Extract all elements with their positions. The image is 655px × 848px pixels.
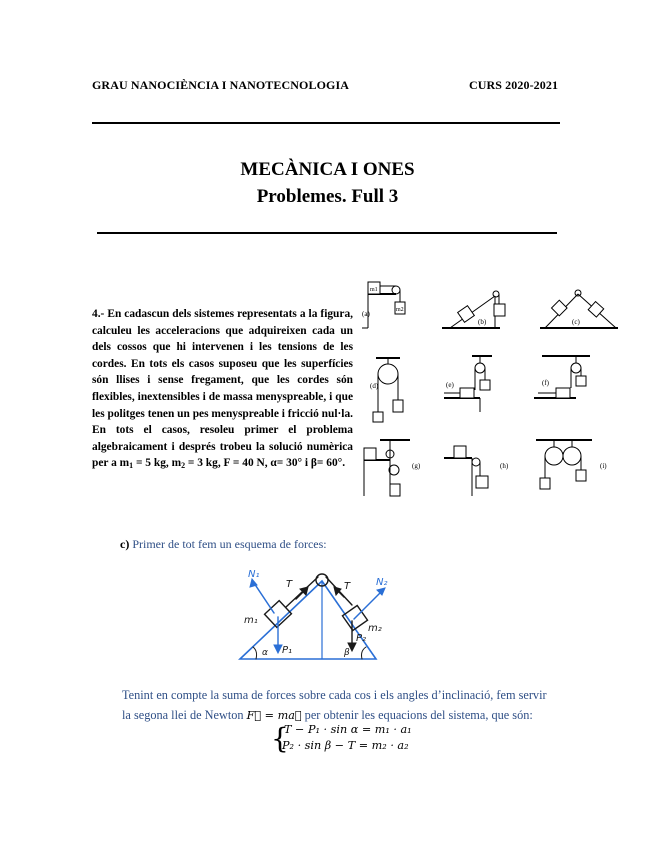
- header-rule: [92, 122, 560, 124]
- label-d: (d): [370, 382, 379, 390]
- equation-brace: {: [271, 722, 289, 755]
- page-title: MECÀNICA I ONES: [240, 159, 415, 180]
- label-i: (i): [600, 462, 607, 470]
- figure-g: [364, 440, 421, 496]
- label-m2: m₂: [368, 623, 382, 634]
- angles-value: α= 30° i β= 60°.: [270, 457, 346, 470]
- para-line2-start: la segona llei de Newton: [122, 708, 247, 722]
- para-line2-end: per obtenir les equacions del sistema, que són:: [301, 708, 533, 722]
- force-diagram: [226, 565, 390, 671]
- svg-text:m1: m1: [370, 287, 378, 293]
- solution-paragraph-line1: Tenint en compte la suma de forces sobre cada cos i els angles d’inclinació, fem servir: [122, 688, 547, 702]
- label-e: (e): [446, 381, 454, 389]
- header-course: GRAU NANOCIÈNCIA I NANOTECNOLOGIA: [92, 78, 349, 92]
- label-a: (a): [362, 310, 370, 318]
- problem-statement: [92, 306, 353, 472]
- problem-number: 4.-: [92, 308, 105, 320]
- label-t-left: T: [286, 579, 293, 590]
- string: [286, 577, 352, 607]
- figure-d: [370, 358, 403, 422]
- equation-2: P₂ · sin β − T = m₂ · a₂: [282, 739, 409, 752]
- label-p2: P₂: [356, 633, 367, 644]
- label-g: (g): [412, 462, 421, 470]
- label-c: (c): [572, 318, 580, 326]
- page-subtitle: Problemes. Full 3: [256, 186, 399, 207]
- label-alpha: α: [262, 648, 268, 658]
- n1-arrow: [254, 583, 274, 613]
- solution-intro: [120, 537, 327, 552]
- m1-value: = 5 kg, m: [133, 457, 182, 470]
- n2-arrow: [354, 591, 382, 619]
- label-t-right: T: [344, 581, 351, 592]
- figure-h: [444, 446, 509, 496]
- newton-law: F⃗ = ma⃗: [246, 709, 302, 722]
- label-b: (b): [478, 318, 487, 326]
- label-f: (f): [542, 379, 549, 387]
- label-p1: P₁: [282, 645, 293, 656]
- figure-e: [444, 356, 492, 412]
- equation-1: T − P₁ · sin α = m₁ · a₁: [284, 723, 412, 736]
- problem-text: En cadascun dels sistemes representats a la figura, calculeu les acceleracions que adquireixen cada un dels cossos que hi intervenen i les tensions de les cordes. En tots els casos suposeu que les superfícies són llises i sense fregament, que les cordes són flexibles, inextensibles i de massa menyspreable, i que les politges tenen un pes menyspreable i fricció nul·la. En tots el casos, resoleu primer el problema algebraicament i després trobeu la solució numèrica per a m: [92, 308, 353, 470]
- solution-intro-text: Primer de tot fem un esquema de forces:: [129, 537, 327, 551]
- m2-subscript: 2: [181, 461, 186, 471]
- solution-paragraph-line2: [122, 708, 533, 723]
- solution-part-label: c): [120, 537, 130, 551]
- m1-subscript: 1: [129, 461, 134, 471]
- label-h: (h): [500, 462, 509, 470]
- label-beta: β: [344, 648, 350, 658]
- label-n1: N₁: [248, 569, 260, 580]
- figure-a: [362, 282, 405, 328]
- svg-text:m2: m2: [396, 307, 404, 313]
- m2-value: = 3 kg, F = 40 N,: [185, 457, 271, 470]
- figure-b: [442, 291, 505, 328]
- figure-c: [540, 290, 618, 328]
- figure-f: [534, 356, 590, 398]
- figure-i: [536, 440, 607, 489]
- header-year: CURS 2020-2021: [469, 78, 559, 92]
- label-m1: m₁: [244, 615, 258, 626]
- title-rule: [97, 232, 557, 234]
- label-n2: N₂: [376, 577, 388, 588]
- systems-figure: [360, 272, 620, 504]
